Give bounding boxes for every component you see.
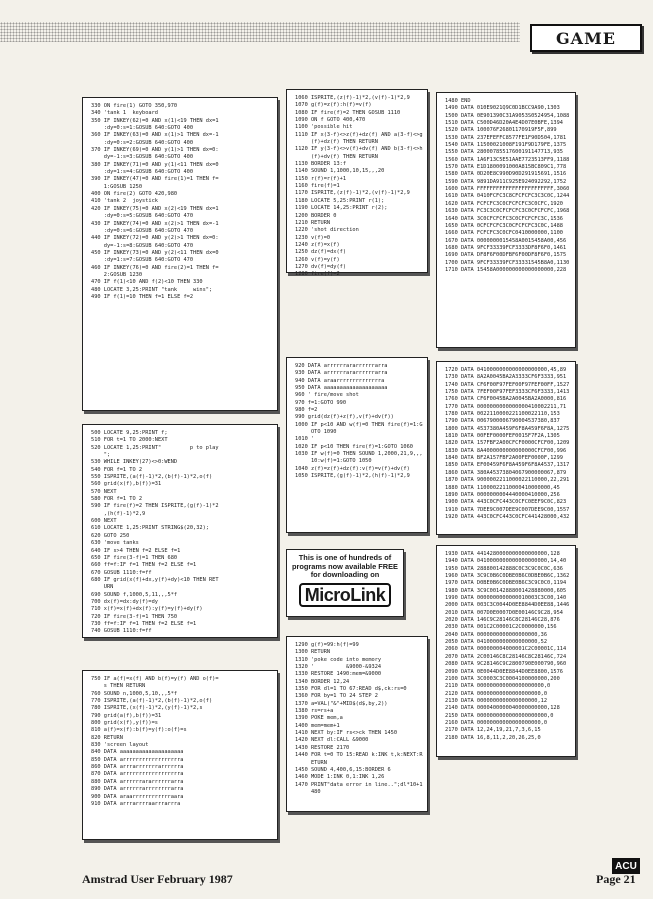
- listing-text-4: 920 DATA arrrrrrararrrrrrarra 930 DATA arrrrrrararrrrrrarra 940 DATA araarrrrrrrrrrrrrra 950 DATA aaaaaaaaaaaaaaaaaaaa 960 ' fire/move shot 970 f=1:GOTO 990 980 f=2 990 grid(dz(f)+z(f),v(f)+dv(f)) 1000 IF p<10 AND w(f)=0 THEN fire(f)=1:G OTO 1090 1010 ' 1020 IF p<10 THEN fire(f)=1:GOTO 1060 1030 IF w(f)=0 THEN SOUND 1,2000,21,9,,, 10:w(f)=1:GOTO 1050 1040 z(f)=z(f)+dz(f):v(f)=v(f)+dv(f) 1050 ISPRITE,(g(f)-1)*2,(h(f)-1)*2,9: [295, 363, 423, 480]
- halftone-header-strip: [0, 22, 520, 42]
- microlink-advert: [286, 549, 404, 617]
- section-tab: GAME: [530, 24, 642, 52]
- microlink-logo: MicroLink: [299, 583, 392, 607]
- listing-box-2: [286, 89, 428, 278]
- listing-box-9: [436, 545, 576, 757]
- listing-box-3: [436, 92, 576, 348]
- listing-box-7: [286, 636, 428, 812]
- listing-text-2: 1060 ISPRITE,(z(f)-1)*2,(v(f)-1)*2,9 1070 g(f)=z(f):h(f)=v(f) 1080 IF fire(f)=2 THEN GOSUB 1110 1090 ON f GOTO 400,470 1100 'possible hit 1110 IF x(3-f)<>z(f)+dz(f) AND a(3-f)<>g (f)+dz(f) THEN RETURN 1120 IF y(3-f)<>v(f)+dv(f) AND b(3-f)<>h (f)+dv(f) THEN RETURN 1130 BORDER 13:f 1140 SOUND 1,1000,10,15,,,20 1150 r(f)=r(f)+1 1160 fire(f)=1 1170 ISPRITE,(z(f)-1)*2,(v(f)-1)*2,9 1180 LOCATE 5,25:PRINT r(1); 1190 LOCATE 14,25:PRINT r(2); 1200 BORDER 0 1210 RETURN 1220 'shot direction 1230 v(f)=0 1240 z(f)=x(f) 1250 dz(f)=dx(f) 1260 v(f)=y(f) 1270 dv(f)=dy(f) 1280 fire(f)=2: [295, 95, 423, 278]
- listing-text-5: 1720 DATA 0410000000000000000000,45,89 1730 DATA 8A2A0045BA2A3333CF6F3333,951 1740 DATA CF6F00F97FEF00F97FEF00FF,1527 1750 DATA 7FEF00F97FEF3333CF6F3333,1413 1760 DATA CF6F0045BA2A0045BA2A0000,816 1770 DATA 0000000000000000410002211,71 1780 DATA 0022110000221100022110,153 1790 DATA 0067900006790004537380,837 1800 DATA 4537380A459F6F8A459F6F8A,1275 1810 DATA 00FEF0000FEF0015F7F2A,1305 1820 DATA 157FBF2A00CFCF0000CFCF00,1209 1830 DATA 8A4000000000000000CFCF00,996 1840 DATA BF2A157FBF2A00FEF0000F,1299 1850 DATA EF00459F6F8A459F6F8A4537,1317 1860 DATA 380A45373804067900000067,879 1870 DATA 9000002211000022110000,22,291 1880 DATA 11000022110000410000000,45 1890 DATA 0000000004440000410000,256 1900 DATA 443C0CFC443C0CFC0EEF9C0C,823 1910 DATA 7DEE9C007DEE9C007DEE9C00,1557 1920 DATA 443C0CFC443C0CFC441428000,432: [445, 367, 570, 520]
- listing-box-8: [82, 670, 278, 840]
- acu-badge: ACU: [612, 858, 640, 874]
- listing-text-6: 500 LOCATE 9,25:PRINT f; 510 FOR t=1 TO 2000:NEXT 520 LOCATE 1,25:PRINT" p to play "; 530 WHILE INKEY(27)<>0:WEND 540 FOR f=1 TO 2 550 ISPRITE,(a(f)-1)*2,(b(f)-1)*2,o(f) 560 grid(x(f),b(f))=31 570 NEXT 580 FOR f=1 TO 2 590 IF fire(f)=2 THEN ISPRITE,(g(f)-1)*2 ,(h(f)-1)*2,9 600 NEXT 610 LOCATE 1,25:PRINT STRING$(20,32); 620 GOTO 250 630 'move tanks 640 IF s>4 THEN f=2 ELSE f=1 650 IF fire(3-f)=1 THEN 680 660 ff=f:IF f=1 THEN f=2 ELSE f=1 670 GOSUB 1110:f=ff 680 IF grid(x(f)+dx,y(f)+dy)<10 THEN RET URN 690 SOUND f,1000,5,11,,,5*f 700 dx(f)=dx:dy(f)=dy 710 x(f)=x(f)+dx(f):y(f)=y(f)+dy(f) 720 IF fire(3-f)=1 THEN 750 730 ff=f:IF f=1 THEN f=2 ELSE f=1 740 GOSUB 1110:f=ff: [91, 430, 219, 635]
- listing-box-1: [82, 97, 278, 411]
- listing-text-3: 1480 END 1490 DATA 010E9021Q9C0D1BCC9A90,1303 1500 DATA 0E901390C31A9053S0524954,1088 1510 DATA C500D46D20A4E4D07E0BFE,1394 1520 DATA 100076F26801170919F5F,899 1530 DATA 237EFEFFC8577FE1F90D504,1781 1540 DATA 11500021008F191F9D179FE,1375 1550 DATA 28000785517600191147713,935 1560 DATA 1A6F13C5E51AAE7723513FF9,1188 1570 DATA E1D1800091000A815BC809C1,778 1580 DATA 0D20E8C990D90D291915691,1516 1590 DATA 9891DA911C925E924092292,1752 1600 DATA FFFFFFFFFFFFFFFFFFFFFFFF,3060 1610 DATA 0410FCFC3C8CFCFCFC3C3C0C,1244 1620 DATA FCFCFC3C0CFCFCFC3C0CFC,1920 1630 DATA FC3C3C0CFCFCFC3C0CFCFCFC,1968 1640 DATA 3C0CFCFCFC3C0CFCFCFC3C,1536 1650 DATA 0CFCFCFC3C0CFCFCFC3C0C,1488 1660 DATA FCFCFC3C0CFC0410000000,1100 1670 DATA 0000000015458A0015458A00,456 1680 DATA 9FCF33339FCF3333DF8F6F0,1461 1690 DATA DF8F6F00DFBF6F00DF8F6F0,1575 1700 DATA 9FCF33339FCF33331545B8A0,1130 1710 DATA 15458A000000000000000000,228: [445, 98, 570, 273]
- listing-box-5: [436, 361, 576, 535]
- listing-box-4: [286, 357, 428, 533]
- listing-box-6: [82, 424, 278, 638]
- listing-text-8: 750 IF a(f)=x(f) AND b(f)=y(f) AND o(f)= s THEN RETURN 760 SOUND n,1000,5,10,,,5*f 770 ISPRITE,(a(f)-1)*2,(b(f)-1)*2,o(f) 780 ISPRITE,(x(f)-1)*2,(y(f)-1)*2,s 790 grid(a(f),b(f))=31 800 grid(x(f),y(f))=s 810 a(f)=x(f):b(f)=y(f):o(f)=s 820 RETURN 830 'screen layout 840 DATA aaaaaaaaaaaaaaaaaaaa 850 DATA arrrrrrrrrrrrrrrrrra 860 DATA arrrarrrrrrrarrrrrra 870 DATA arrrrrrrrrrrrrrrrrra 880 DATA arrrrrrararrrrrrarra 890 DATA arrrrrrarrrrrrrrarra 900 DATA araarrrrrrrrrrrraara 910 DATA arrrarrrraarrrarrra: [91, 676, 219, 807]
- listing-text-9: 1930 DATA 4414280000000000000000,128 1940 DATA 0410000000000000000000,14,40 1950 DATA 288800142888C0C3C9C0C0C,636 1960 DATA 3C9C0B6C0DBE0B6C0DBE0B6C,1362 1970 DATA D0BE0B6C0DBE0B6C3C9C0C0,1194 1980 DATA 3C9C00142888001428880000,605 1990 DATA 0000000000000010003C3C00,140 2000 DATA 003C3C0044D0EE8844D0EE88,1446 2010 DATA 007D0E0007D0E00146C9C28,954 2020 DATA 146C9C28146C8C28146C28,876 2030 DATA 001C2C00001C2C0000000,156 2040 DATA 0000000000000000000,36 2050 DATA 0410000000000000000,52 2060 DATA 000000004000001C2C00001C,114 2070 DATA 2C00146C8C28146C8C28146C,724 2080 DATA 9C28146C9C2800790E000790,960 2090 DATA 0E0044D0EE8844D0EE8800,1576 2100 DATA 3C0003C3C0004100000000,200 2110 DATA 000000000000000000000,0 2120 DATA 00000000000000000000,0 2130 DATA 0000000000000000000,12 2140 DATA 0000400000040000000000,128 2150 DATA 0000000000000000000000,0 2160 DATA 00000000000000000000,0 2170 DATA 12,24,19,21,7,3,6,15 2180 DATA 16,8,11,2,20,26,25,0: [445, 551, 570, 741]
- footer-page-number: Page 21: [596, 872, 636, 886]
- listing-text-7: 1290 g(f)=99:h(f)=99 1300 RETURN 1310 'poke code into memory 1320 ' &9000-&9324 1330 RESTORE 1490:mem=&9000 1340 BORDER 12,24 1350 FOR dl=1 TO 67:READ d$,ck:rs=0 1360 FOR by=1 TO 24 STEP 2 1370 a=VAL("&"+MID$(d$,by,2)) 1380 rs=rs+a 1390 POKE mem,a 1400 mem=mem+1 1410 NEXT by:IF rs<>ck THEN 1450 1420 NEXT dl:CALL &9000 1430 RESTORE 2170 1440 FOR t=0 TO 15:READ k:INK t,k:NEXT:R ETURN 1450 SOUND 4,400,6,15:BORDER 6 1460 MODE 1:INK 0,1:INK 1,26 1470 PRINT"data error in line..";dl*10+1 480: [295, 642, 423, 795]
- advert-text: This is one of hundreds of programs now available FREE for downloading on: [292, 553, 398, 580]
- listing-text-1: 330 ON fire(1) GOTO 350,970 340 'tank 1 keyboard 350 IF INKEY(62)=0 AND x(1)<19 THEN dx=1 :dy=0:s=1:GOSUB 640:GOTO 400 360 IF INKEY(63)=0 AND x(1)>1 THEN dx=-1 :dy=0:s=2:GOSUB 640:GOTO 400 370 IF INKEY(69)=0 AND y(1)>1 THEN dx=0: dy=-1:s=3:GOSUB 640:GOTO 400 380 IF INKEY(71)=0 AND y(1)<11 THEN dx=0 :dy=1:s=4:GOSUB 640:GOTO 400 390 IF INKEY(47)=0 AND fire(1)=1 THEN f= 1:GOSUB 1250 400 ON fire(2) GOTO 420,980 410 'tank 2 joystick 420 IF INKEY(75)=0 AND x(2)<19 THEN dx=1 :dy=0:s=5:GOSUB 640:GOTO 470 430 IF INKEY(74)=0 AND x(2)>1 THEN dx=-1 :dy=0:s=6:GOSUB 640:GOTO 470 440 IF INKEY(72)=0 AND y(2)>1 THEN dx=0: dy=-1:s=8:GOSUB 640:GOTO 470 450 IF INKEY(73)=0 AND y(2)<11 THEN dx=0 :dy=1:s=7:GOSUB 640:GOTO 470 460 IF INKEY(76)=0 AND fire(2)=1 THEN f= 2:GOSUB 1230 470 IF f(1)<10 AND f(2)<10 THEN 330 480 LOCATE 3,25:PRINT "tank wins"; 490 IF f(1)=10 THEN f=1 ELSE f=2: [91, 103, 219, 300]
- footer-magazine-issue: Amstrad User February 1987: [82, 872, 233, 886]
